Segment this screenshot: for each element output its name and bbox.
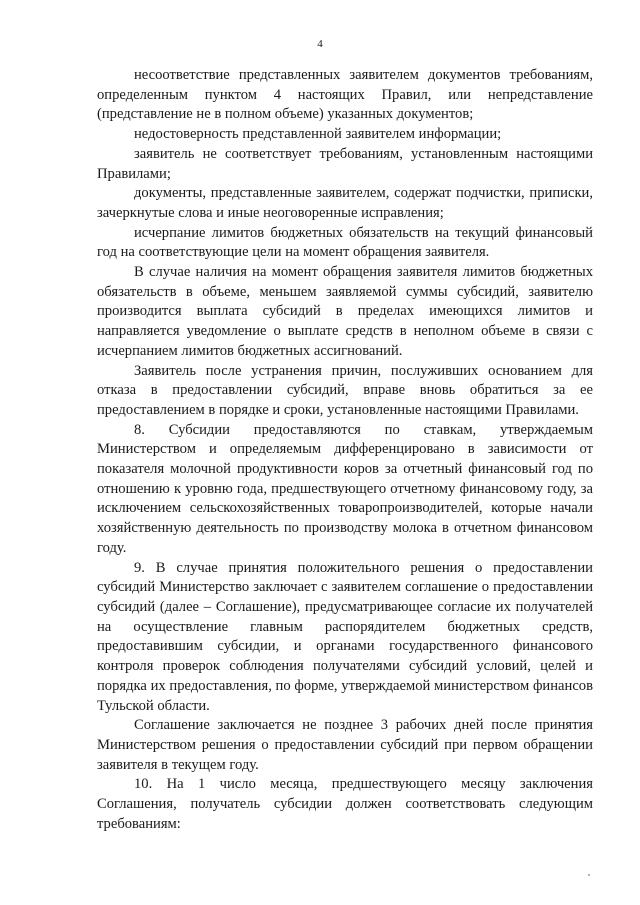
- paragraph-section-8: 8. Субсидии предоставляются по ставкам, утверждаемым Министерством и определяемым дифференцировано в зависимости от показателя молочной продуктивности коров за отчетный финансовый год по отношению к уровню года, предшествующего отчетному финансовому году, за исключением сельскохозяйственных товаропроизводителей, которые начали хозяйственную деятельность по производству молока в отчетном финансовом году.: [97, 421, 593, 556]
- paragraph-agreement-deadline: Соглашение заключается не позднее 3 рабочих дней после принятия Министерством решения о предоставлении субсидий при первом обращении заявителя в текущем году.: [97, 717, 593, 773]
- page-number: 4: [317, 38, 323, 50]
- paragraph-section-10: 10. На 1 число месяца, предшествующего месяцу заключения Соглашения, получатель субсидии должен соответствовать следующим требованиям:: [97, 776, 593, 832]
- paragraph-refusal-reason-corrections: документы, представленные заявителем, содержат подчистки, приписки, зачеркнутые слова и иные неоговоренные исправления;: [97, 185, 593, 221]
- paragraph-refusal-reason-requirements: заявитель не соответствует требованиям, установленным настоящими Правилами;: [97, 145, 593, 182]
- paragraph-refusal-reason-limits: исчерпание лимитов бюджетных обязательств на текущий финансовый год на соответствующие цели на момент обращения заявителя.: [97, 224, 593, 261]
- paragraph-section-9: 9. В случае принятия положительного решения о предоставлении субсидий Министерство заключает с заявителем соглашение о предоставлении субсидий (далее – Соглашение), предусматривающее согласие их получателей на осуществление главным распорядителем бюджетных средств, предоставившим субсидии, и органами государственного финансового контроля проверок соблюдения получателями субсидий условий, целей и порядка их предоставления, по форме, утверждаемой министерством финансов Тульской области.: [97, 559, 593, 714]
- scan-speck: [588, 874, 590, 876]
- document-body: [97, 66, 593, 834]
- paragraph-partial-payment: В случае наличия на момент обращения заявителя лимитов бюджетных обязательств в объеме, меньшем заявляемой суммы субсидий, заявителю производится выплата субсидий в пределах имеющихся лимитов и направляется уведомление о выплате средств в неполном объеме в связи с исчерпанием лимитов бюджетных ассигнований.: [97, 264, 593, 359]
- paragraph-refusal-reason-documents: несоответствие представленных заявителем документов требованиям, определенным пунктом 4 настоящих Правил, или непредставление (представление не в полном объеме) указанных документов;: [97, 67, 593, 123]
- paragraph-refusal-reason-inaccuracy: недостоверность представленной заявителем информации;: [134, 126, 502, 143]
- paragraph-reapplication: Заявитель после устранения причин, послуживших основанием для отказа в предоставлении субсидий, вправе вновь обратиться за ее предоставлением в порядке и сроки, установленные настоящими Правилами.: [97, 362, 593, 418]
